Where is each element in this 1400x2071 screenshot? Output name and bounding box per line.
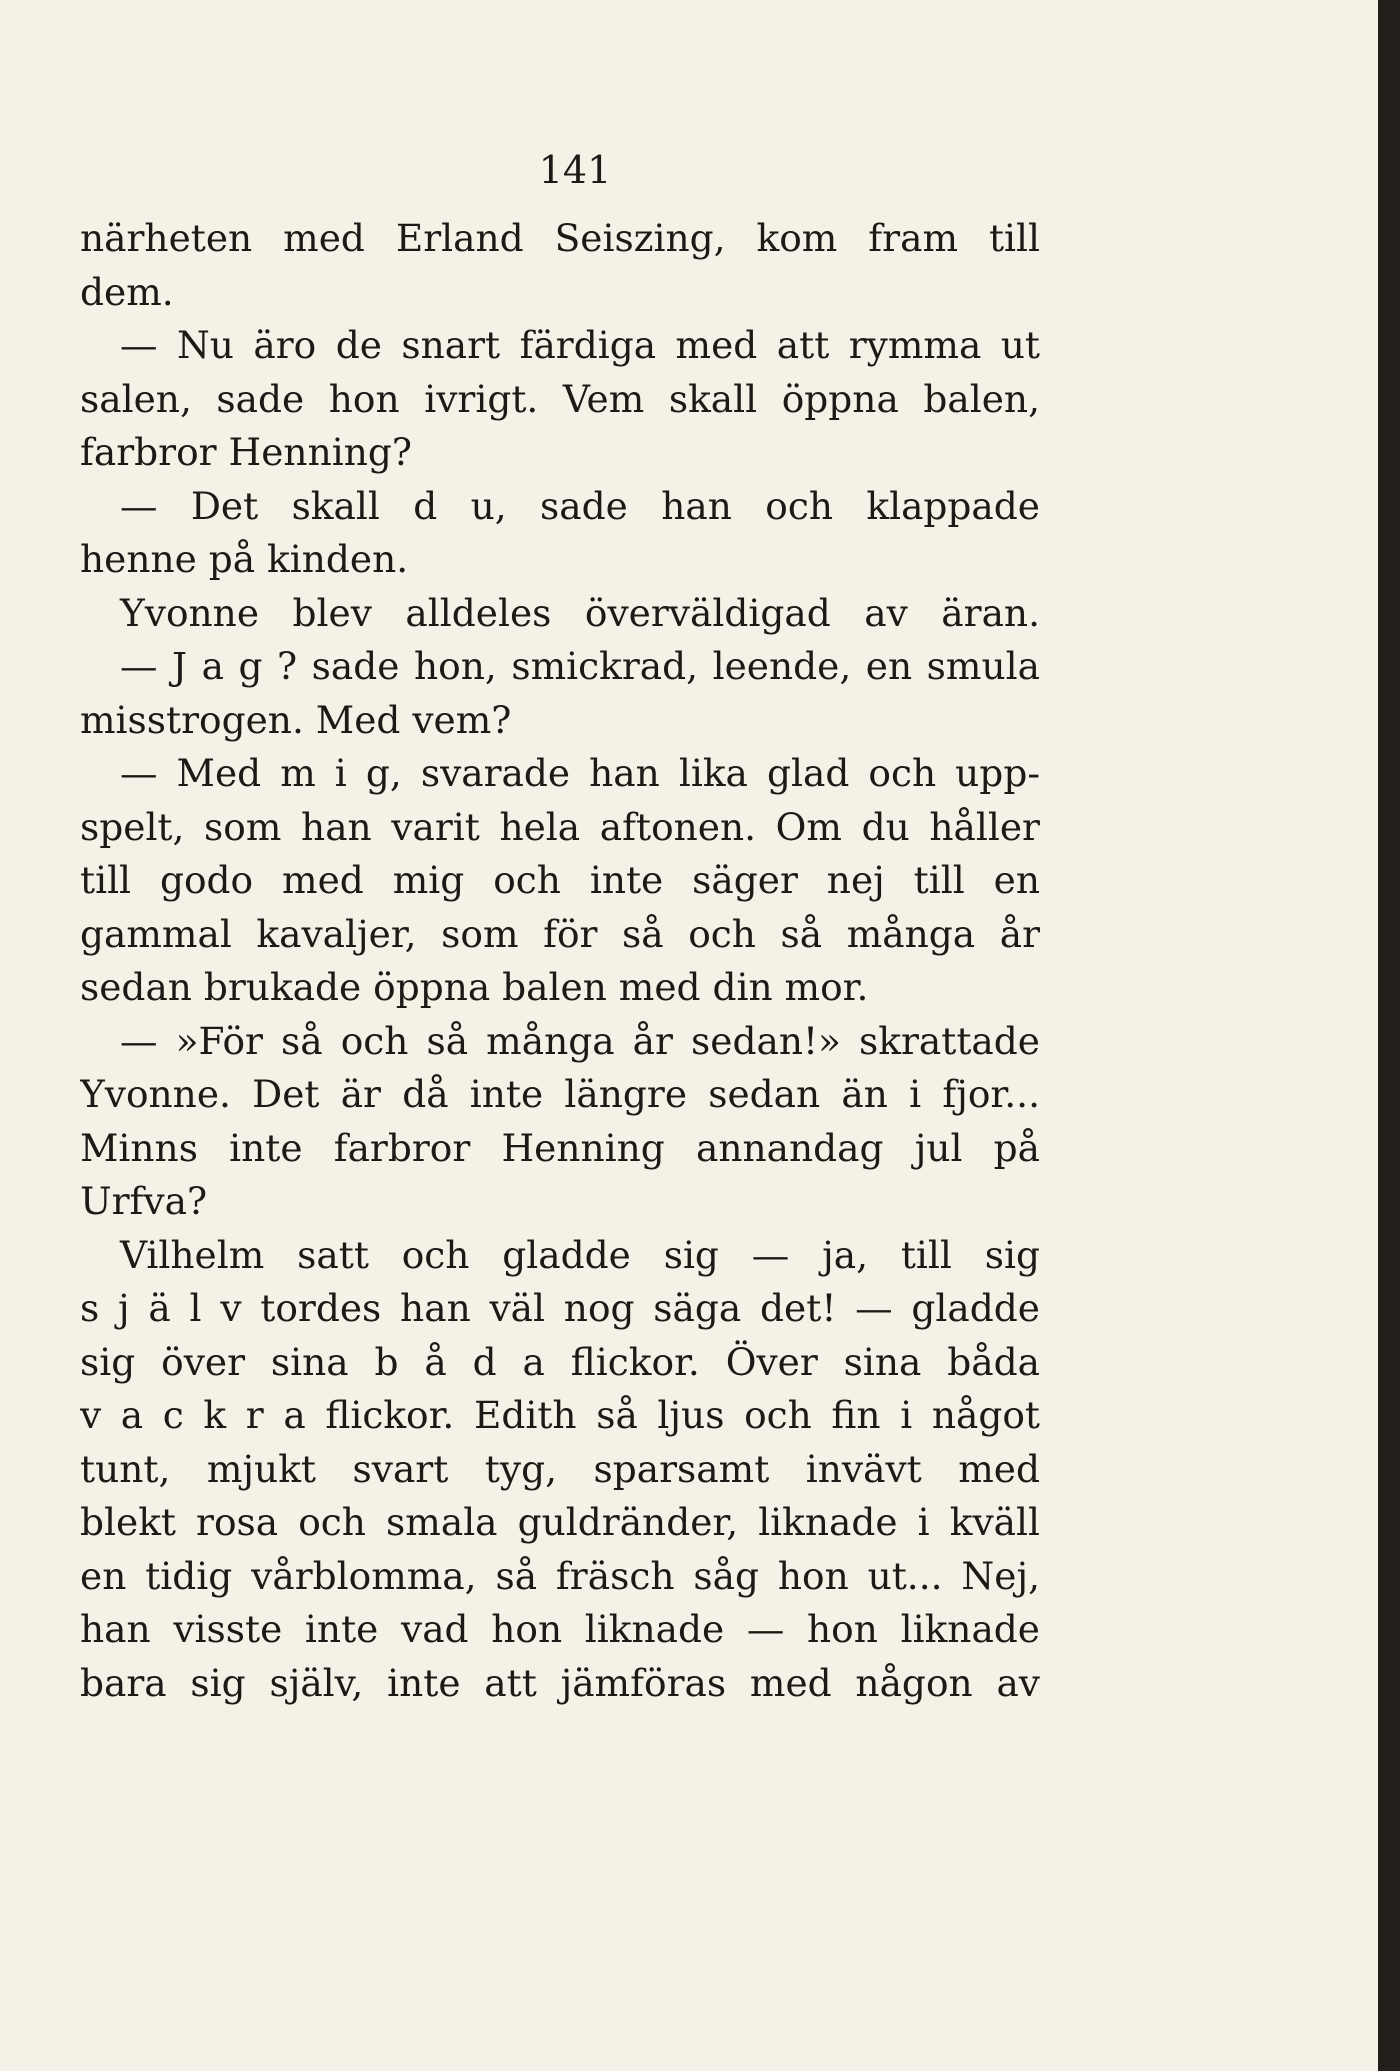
text-line: gammal kavaljer, som för så och så många år xyxy=(80,911,1040,956)
text-line: s j ä l v tordes han väl nog säga det! — gladde xyxy=(80,1286,1040,1330)
body-text xyxy=(80,212,1040,1710)
text-line: närheten med Erland Seiszing, kom fram till xyxy=(80,216,1040,260)
text-line: — Med m i g, svarade han lika glad och upp- xyxy=(120,751,1040,795)
text-line: blekt rosa och smala guldränder, liknade i kväll xyxy=(80,1500,1040,1544)
page-edge xyxy=(1378,0,1400,2071)
text-line: Vilhelm satt och gladde sig — ja, till sig xyxy=(120,1232,1040,1277)
text-line: — »För så och så många år sedan!» skrattade xyxy=(120,1018,1040,1063)
text-line: Urfva? xyxy=(80,1179,208,1223)
text-line: farbror Henning? xyxy=(80,430,412,474)
text-line: en tidig vårblomma, så fräsch såg hon ut... Nej, xyxy=(80,1553,1040,1598)
text-line: — Nu äro de snart färdiga med att rymma ut xyxy=(120,323,1040,367)
text-line: sig över sina b å d a flickor. Över sina båda xyxy=(80,1339,1040,1384)
text-line: salen, sade hon ivrigt. Vem skall öppna balen, xyxy=(80,376,1040,421)
text-line: henne på kinden. xyxy=(80,537,409,581)
text-line: — Det skall d u, sade han och klappade xyxy=(120,483,1040,528)
text-line: till godo med mig och inte säger nej till en xyxy=(80,858,1040,902)
text-line: — J a g ? sade hon, smickrad, leende, en smula xyxy=(120,644,1040,688)
text-line: dem. xyxy=(80,269,174,314)
text-line: Yvonne. Det är då inte längre sedan än i fjor... xyxy=(80,1072,1040,1116)
text-line: bara sig själv, inte att jämföras med någon av xyxy=(80,1660,1040,1705)
text-line: v a c k r a flickor. Edith så ljus och fin i något xyxy=(80,1393,1040,1437)
text-line: Yvonne blev alldeles överväldigad av äran. xyxy=(120,590,1040,635)
text-line: tunt, mjukt svart tyg, sparsamt invävt med xyxy=(80,1446,1040,1491)
text-line: han visste inte vad hon liknade — hon liknade xyxy=(80,1607,1040,1651)
text-line: spelt, som han varit hela aftonen. Om du håller xyxy=(80,804,1040,849)
text-line: misstrogen. Med vem? xyxy=(80,697,512,742)
text-line: sedan brukade öppna balen med din mor. xyxy=(80,965,869,1009)
text-line: Minns inte farbror Henning annandag jul på xyxy=(80,1125,1040,1170)
page-number: 141 xyxy=(538,148,612,192)
